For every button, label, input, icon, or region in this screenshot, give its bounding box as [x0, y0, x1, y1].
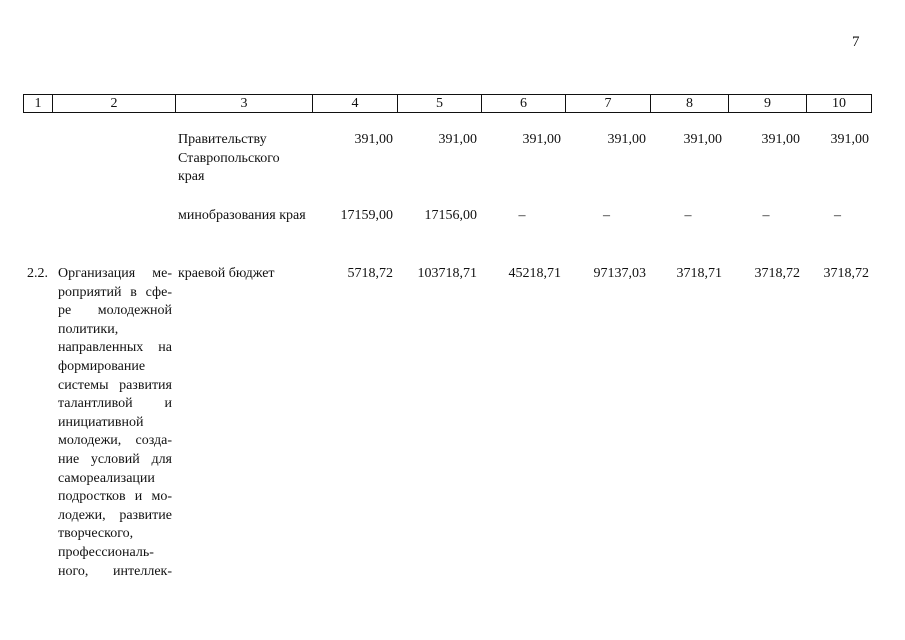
- row-2-value-10: –: [834, 208, 841, 223]
- row-3-description-line: самореализации: [58, 470, 155, 486]
- row-3-value-6: 45218,71: [508, 266, 561, 281]
- row-3-description-line: Организация ме-: [58, 266, 172, 281]
- row-3-description-line: направленных на: [58, 340, 172, 356]
- row-3-description-line: политики,: [58, 321, 119, 337]
- column-header-row: [23, 94, 872, 113]
- column-header-5: 5: [398, 95, 482, 113]
- row-2-value-9: –: [762, 208, 770, 223]
- row-3-number: 2.2.: [27, 266, 48, 281]
- row-3-value-4: 5718,72: [347, 266, 393, 281]
- row-2-value-5: 17156,00: [424, 208, 477, 223]
- row-1-value-5: 391,00: [438, 132, 477, 147]
- column-header-2: 2: [53, 95, 176, 113]
- column-header-1: 1: [24, 95, 53, 113]
- row-3-value-5: 103718,71: [417, 266, 477, 281]
- column-header-9: 9: [729, 95, 807, 113]
- row-2-value-7: –: [603, 208, 610, 223]
- row-3-description-line: роприятий в сфе-: [58, 284, 172, 300]
- column-header-8: 8: [651, 95, 729, 113]
- row-3-value-10: 3718,72: [823, 266, 869, 281]
- row-3-description-line: подростков и мо-: [58, 489, 172, 505]
- row-3-description-line: инициативной: [58, 414, 144, 430]
- row-1-value-4: 391,00: [354, 132, 393, 147]
- row-3-description-line: формирование: [58, 358, 146, 374]
- row-1-value-8: 391,00: [683, 132, 722, 147]
- page-number: 7: [852, 34, 860, 50]
- row-3-value-9: 3718,72: [754, 266, 800, 281]
- row-3-description-line: ре молодежной: [58, 303, 172, 319]
- row-2-value-6: –: [518, 208, 526, 223]
- column-header-10: 10: [807, 95, 872, 113]
- row-3-value-7: 97137,03: [593, 266, 646, 281]
- row-3-description: [58, 265, 172, 581]
- row-1-value-7: 391,00: [607, 132, 646, 147]
- row-3-description-line: лодежи, развитие: [58, 507, 172, 523]
- row-3-description-line: молодежи, созда-: [58, 433, 172, 449]
- column-header-3: 3: [176, 95, 313, 113]
- row-2-source: минобразования края: [178, 208, 306, 223]
- row-1-value-9: 391,00: [761, 132, 800, 147]
- row-2-value-8: –: [684, 208, 692, 223]
- row-3-value-8: 3718,71: [676, 266, 722, 281]
- row-3-description-line: ние условий для: [58, 451, 172, 467]
- row-3-description-line: ного, интеллек-: [58, 563, 172, 579]
- column-header-4: 4: [313, 95, 398, 113]
- column-header-7: 7: [566, 95, 651, 113]
- row-2-value-4: 17159,00: [340, 208, 393, 223]
- row-3-description-line: системы развития: [58, 377, 172, 393]
- row-1-value-10: 391,00: [830, 132, 869, 147]
- row-1-value-6: 391,00: [522, 132, 561, 147]
- row-3-description-line: профессиональ-: [58, 544, 154, 560]
- row-3-description-line: творческого,: [58, 526, 134, 542]
- row-3-description-line: талантливой и: [58, 396, 172, 412]
- column-header-6: 6: [482, 95, 566, 113]
- row-3-source: краевой бюджет: [178, 266, 275, 281]
- row-1-source: Правительству Ставропольского края: [178, 132, 280, 185]
